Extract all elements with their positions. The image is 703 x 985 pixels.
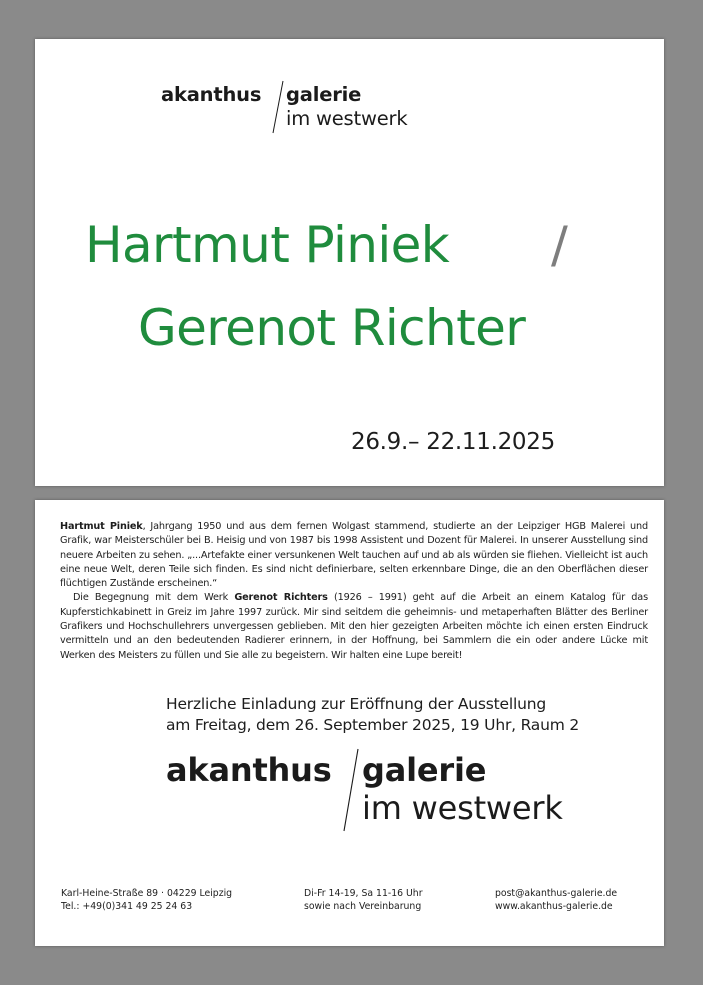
logo-gallery-text: galerie: [286, 83, 362, 106]
exhibition-dates: 26.9.– 22.11.2025: [351, 429, 555, 455]
invitation-line: Herzliche Einladung zur Eröffnung der Ausstellung: [166, 695, 546, 713]
artist-name-richter: Gerenot Richter: [138, 299, 526, 357]
logo-brand-text: akanthus: [166, 751, 332, 789]
address-line: Karl-Heine-Straße 89 · 04229 Leipzig: [61, 888, 233, 899]
logo-gallery-text: galerie: [362, 751, 487, 789]
invitation-card-front: [35, 39, 664, 486]
paragraph-richter: [60, 591, 648, 662]
email-link: post@akanthus-galerie.de: [495, 888, 618, 899]
paragraph-text: (1926 – 1991) geht auf die Arbeit an einem Katalog für das Kupferstichkabinett in Greiz im Jahre 1997 zurück. Mir sind seitdem die geheimnis- und metaperhaften Blätter des Berliner Grafikers und Hochschullehrers unvergessen geblieben. Mit den hier gezeigten Arbeiten möchte ich einen ersten Eindruck vermitteln und an den bedeutenden Radierer erinnern, in der Hoffnung, bei Sammlern die ein oder andere Lücke mit Werken des Meisters zu füllen und Sie alle zu begeistern. Wir halten eine Lupe bereit!: [60, 592, 648, 661]
logo-slash-icon: [271, 79, 285, 135]
invitation-line: am Freitag, dem 26. September 2025, 19 Uhr, Raum 2: [166, 716, 580, 734]
paragraph-text: , Jahrgang 1950 und aus dem fernen Wolgast stammend, studierte an der Leipziger HGB Malerei und Grafik, war Meisterschüler bei B. Heisig und von 1987 bis 1998 Assistent und Dozent für Malerei. In unserer Ausstellung sind neuere Arbeiten zu sehen. „...Artefakte einer versunkenen Welt tauchen auf und ab als würden sie fliehen. Vielleicht ist auch eine neue Welt, deren Teile sich finden. Es sind nicht definierbare, selten erkennbare Dinge, die an den Oberflächen dieser flüchtigen Zustände erscheinen.“: [60, 521, 649, 590]
footer-contact: [495, 888, 617, 913]
logo-location-text: im westwerk: [286, 107, 408, 130]
website-link: www.akanthus-galerie.de: [495, 900, 613, 912]
logo-brand-text: akanthus: [161, 83, 262, 106]
footer-opening-hours: [304, 888, 423, 913]
logo-location-text: im westwerk: [362, 789, 563, 827]
exhibition-description: [60, 520, 648, 663]
hours-line: Di-Fr 14-19, Sa 11-16 Uhr: [304, 888, 423, 899]
artist-name-bold: Gerenot Richters: [234, 592, 328, 604]
artist-name-bold: Hartmut Piniek: [60, 521, 143, 532]
invitation-card-back: [35, 500, 664, 946]
hours-line: sowie nach Vereinbarung: [304, 900, 422, 912]
phone-line: Tel.: +49(0)341 49 25 24 63: [61, 900, 193, 912]
artist-separator: /: [551, 216, 568, 274]
gallery-logo: [166, 745, 606, 835]
gallery-logo: [161, 79, 461, 134]
artist-name-piniek: Hartmut Piniek: [85, 216, 450, 274]
opening-invitation: [166, 694, 579, 736]
paragraph-text: Die Begegnung mit dem Werk: [73, 592, 235, 604]
paragraph-piniek: [60, 520, 648, 591]
footer-address: [61, 888, 232, 913]
logo-slash-icon: [341, 747, 361, 833]
